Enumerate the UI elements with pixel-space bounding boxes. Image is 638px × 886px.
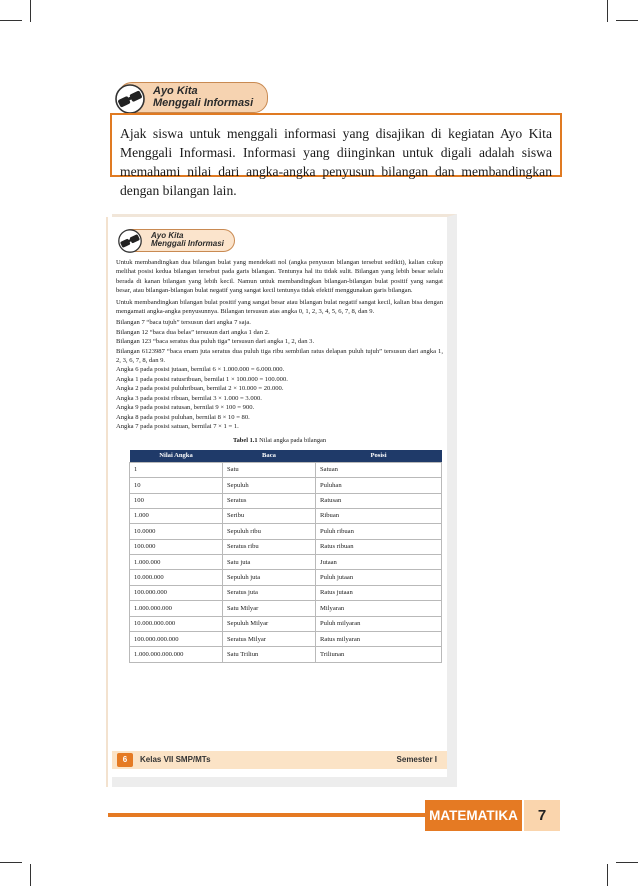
table-cell: Ratus jutaan [316,585,442,600]
table-cell: 10.0000 [130,524,223,539]
table-cell: Triliunan [316,647,442,662]
text-line: Angka 8 pada posisi puluhan, bernilai 8 × 10 = 80. [116,413,250,421]
crop-mark [0,20,22,21]
table-cell: 10 [130,478,223,493]
inner-badge-line-2: Menggali Informasi [151,239,224,249]
table-row [130,616,442,631]
subject-label: MATEMATIKA [425,800,522,831]
inner-badge-line-1: Ayo Kita [151,231,184,240]
place-value-table [129,450,442,663]
table-cell: Satu [223,462,316,477]
text-line: Angka 1 pada posisi ratusribuan, bernilai 1 × 100.000 = 100.000. [116,375,288,383]
table-cell: Seribu [223,508,316,523]
table-cell: 100.000.000.000 [130,632,223,647]
binoculars-icon [114,229,146,258]
table-cell: Sepuluh [223,478,316,493]
table-cell: 10.000.000.000 [130,616,223,631]
table-cell: Satu juta [223,555,316,570]
table-cell: Milyaran [316,601,442,616]
column-header: Baca [223,450,316,463]
text-line: Angka 6 pada posisi jutaan, bernilai 6 × 1.000.000 = 6.000.000. [116,366,285,374]
table-cell: 1 [130,462,223,477]
table-cell: 100.000 [130,539,223,554]
column-header: Nilai Angka [130,450,223,463]
table-row [130,539,442,554]
table-cell: Satu Milyar [223,601,316,616]
crop-mark [0,862,22,863]
table-cell: Seratus juta [223,585,316,600]
table-cell: 10.000.000 [130,570,223,585]
table-cell: 1.000.000.000 [130,601,223,616]
table-cell: 1.000.000 [130,555,223,570]
table-row [130,601,442,616]
table-row [130,570,442,585]
column-header: Posisi [316,450,442,463]
table-row [130,478,442,493]
table-cell: Seratus [223,493,316,508]
badge-line-2: Menggali Informasi [153,96,254,109]
table-header-row [130,450,442,463]
table-row [130,555,442,570]
table-cell: Sepuluh ribu [223,524,316,539]
section-badge [118,82,268,113]
footer-rule [108,813,430,817]
inner-page-number: 6 [117,753,133,767]
inner-footer-semester: Semester I [396,755,437,764]
table-cell: 100.000.000 [130,585,223,600]
table-cell: 100 [130,493,223,508]
table-cell: Ratusan [316,493,442,508]
text-line: Bilangan 7 “baca tujuh” tersusun dari angka 7 saja. [116,319,251,327]
table-cell: Ratus milyaran [316,632,442,647]
crop-mark [616,20,638,21]
table-caption [116,436,443,445]
crop-mark [607,864,608,886]
table-cell: 1.000 [130,508,223,523]
text-line: Angka 7 pada posisi satuan, bernilai 7 × 1 = 1. [116,422,239,430]
text-line: Angka 2 pada posisi puluhribuan, bernilai 2 × 10.000 = 20.000. [116,385,284,393]
table-caption-number: Tabel 1.1 [232,437,258,445]
table-row [130,493,442,508]
table-cell: Puluh ribuan [316,524,442,539]
table-row [130,585,442,600]
table-cell: Puluh jutaan [316,570,442,585]
table-caption-text: Nilai angka pada bilangan [257,437,327,445]
table-cell: Seratus ribu [223,539,316,554]
text-line: Bilangan 123 “baca seratus dua puluh tiga” tersusun dari angka 1, 2, dan 3. [116,338,315,346]
table-cell: Ribuan [316,508,442,523]
table-cell: Puluh milyaran [316,616,442,631]
text-line: Angka 3 pada posisi ribuan, bernilai 3 × 1.000 = 3.000. [116,394,262,402]
table-row [130,508,442,523]
text-line: Bilangan 12 “baca dua belas” tersusun dari angka 1 dan 2. [116,328,270,336]
table-row [130,524,442,539]
table-cell: Ratus ribuan [316,539,442,554]
table-row [130,647,442,662]
crop-mark [616,862,638,863]
table-cell: Satu Triliun [223,647,316,662]
table-cell: Jutaan [316,555,442,570]
table-cell: Sepuluh juta [223,570,316,585]
badge-line-1: Ayo Kita [153,85,198,97]
table-cell: Puluhan [316,478,442,493]
student-page-excerpt [112,214,457,787]
crop-mark [607,0,608,22]
paragraph: Untuk membandingkan bilangan bulat positif yang sangat besar atau bilangan bulat negatif sangat kecil, kalian bisa dengan mengamati angka-angka penyusunnya. Bilangan tersusun atas angka 0, 1, 2, 3, 4, 5, 6, 7, 8, dan 9. [116,298,443,316]
crop-mark [30,864,31,886]
crop-mark [30,0,31,22]
table-cell: 1.000.000.000.000 [130,647,223,662]
inner-body [116,258,443,663]
inner-footer-class: Kelas VII SMP/MTs [140,755,211,764]
table-cell: Sepuluh Milyar [223,616,316,631]
paragraph: Untuk membandingkan dua bilangan bulat yang mendekati nol (angka penyusun bilangan tersebut sedikit), kalian cukup melihat posisi kedua bilangan tersebut pada garis bilangan. Tentunya hal itu tidak sulit. Bilangan yang lebih besar selalu berada di kanan bilangan yang lebih kecil. Namun untuk membandingkan bilangan-bilangan bulat positif yang sangat besar, atau bilangan-bilangan bulat negatif yang sangat kecil tentunya tidak efektif menggunakan garis bilangan. [116,259,443,295]
teacher-note-text: Ajak siswa untuk menggali informasi yang disajikan di kegiatan Ayo Kita Menggali Informasi. Informasi yang diinginkan untuk digali adalah siswa memahami nilai dari angka-angka penyusun bilangan dan membandingkan dengan bilangan lain. [120,126,552,198]
page-footer [0,800,638,832]
page-number: 7 [524,800,560,831]
table-row [130,462,442,477]
table-cell: Satuan [316,462,442,477]
inner-section-badge [120,229,235,252]
teacher-note-box [110,113,562,198]
table-cell: Seratus Milyar [223,632,316,647]
text-line: Angka 9 pada posisi ratusan, bernilai 9 × 100 = 900. [116,404,255,412]
page-edge [106,217,108,787]
text-line: Bilangan 6123987 “baca enam juta seratus dua puluh tiga ribu sembilan ratus delapan puluh tujuh” tersusun dari angka 1, 2, 3, 6, 7, 8, dan 9. [116,347,443,365]
table-row [130,632,442,647]
